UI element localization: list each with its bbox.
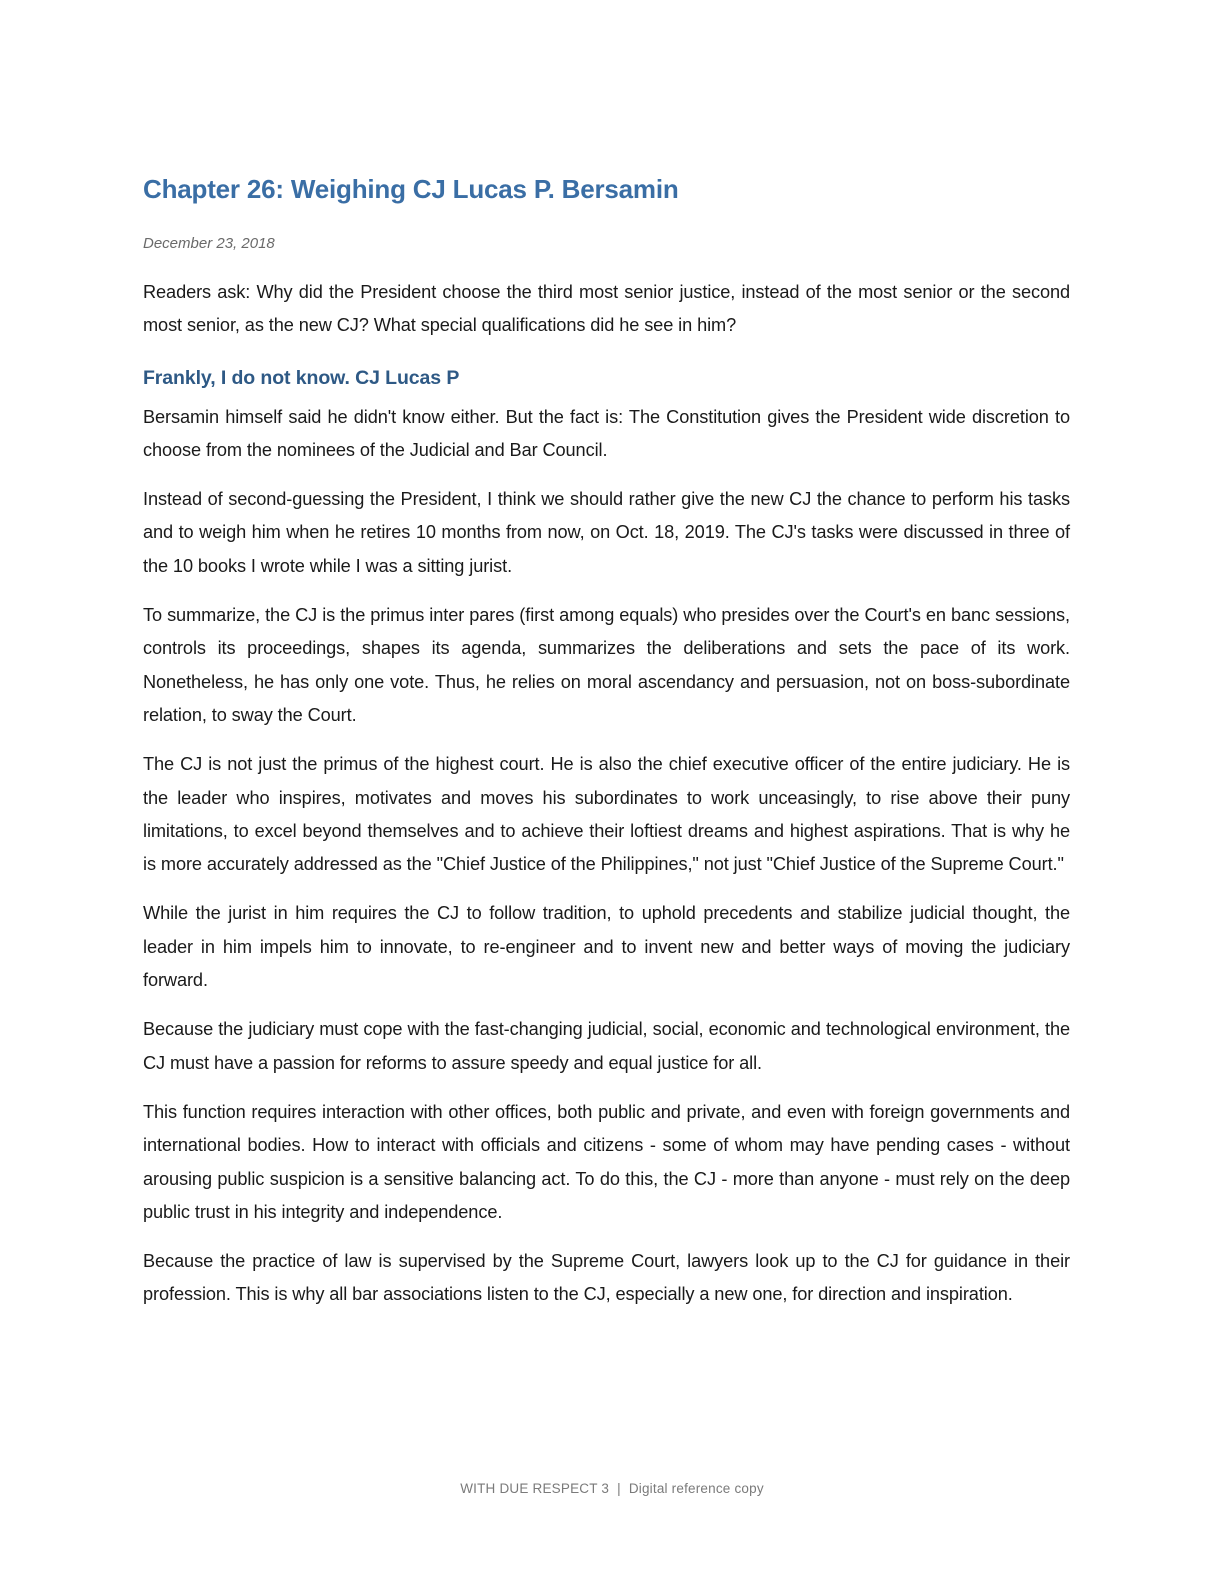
body-paragraph: To summarize, the CJ is the primus inter pares (first among equals) who presides over the Court's en banc sessions, controls its proceedings, shapes its agenda, summarizes the deliberations and sets the pace of its work. Nonetheless, he has only one vote. Thus, he relies on moral ascendancy and persuasion, not on boss-subordinate relation, to sway the Court.	[143, 605, 1070, 725]
footer-book-title: WITH DUE RESPECT 3	[460, 1481, 610, 1496]
body-paragraph: Bersamin himself said he didn't know either. But the fact is: The Constitution gives the President wide discretion to choose from the nominees of the Judicial and Bar Council.	[143, 406, 1070, 460]
intro-paragraph: Readers ask: Why did the President choose the third most senior justice, instead of the most senior or the second most senior, as the new CJ? What special qualifications did he see in him?	[143, 282, 1070, 336]
chapter-title: Chapter 26: Weighing CJ Lucas P. Bersamin	[143, 174, 679, 204]
section-subheading: Frankly, I do not know. CJ Lucas P	[143, 366, 460, 389]
footer-separator: |	[617, 1481, 621, 1496]
page-content	[143, 170, 1070, 1328]
body-paragraph: Because the practice of law is supervised by the Supreme Court, lawyers look up to the CJ for guidance in their profession. This is why all bar associations listen to the CJ, especially a new one, for direction and inspiration.	[143, 1251, 1070, 1305]
body-paragraph: The CJ is not just the primus of the highest court. He is also the chief executive officer of the entire judiciary. He is the leader who inspires, motivates and moves his subordinates to work unceasingly, to rise above their puny limitations, to excel beyond themselves and to achieve their loftiest dreams and highest aspirations. That is why he is more accurately addressed as the "Chief Justice of the Philippines," not just "Chief Justice of the Supreme Court."	[143, 754, 1070, 875]
article-date: December 23, 2018	[143, 235, 275, 252]
body-paragraph: This function requires interaction with other offices, both public and private, and even with foreign governments and international bodies. How to interact with officials and citizens - some of whom may have pending cases - without arousing public suspicion is a sensitive balancing act. To do this, the CJ - more than anyone - must rely on the deep public trust in his integrity and independence.	[143, 1101, 1070, 1222]
body-paragraph: Because the judiciary must cope with the fast-changing judicial, social, economic and technological environment, the CJ must have a passion for reforms to assure speedy and equal justice for all.	[143, 1019, 1070, 1073]
body-paragraph: While the jurist in him requires the CJ to follow tradition, to uphold precedents and stabilize judicial thought, the leader in him impels him to innovate, to re-engineer and to invent new and better ways of moving the judiciary forward.	[143, 903, 1070, 991]
footer-note: Digital reference copy	[628, 1481, 764, 1496]
page-footer	[0, 1479, 1224, 1499]
body-paragraph: Instead of second-guessing the President, I think we should rather give the new CJ the chance to perform his tasks and to weigh him when he retires 10 months from now, on Oct. 18, 2019. The CJ's tasks were discussed in three of the 10 books I wrote while I was a sitting jurist.	[143, 489, 1070, 576]
